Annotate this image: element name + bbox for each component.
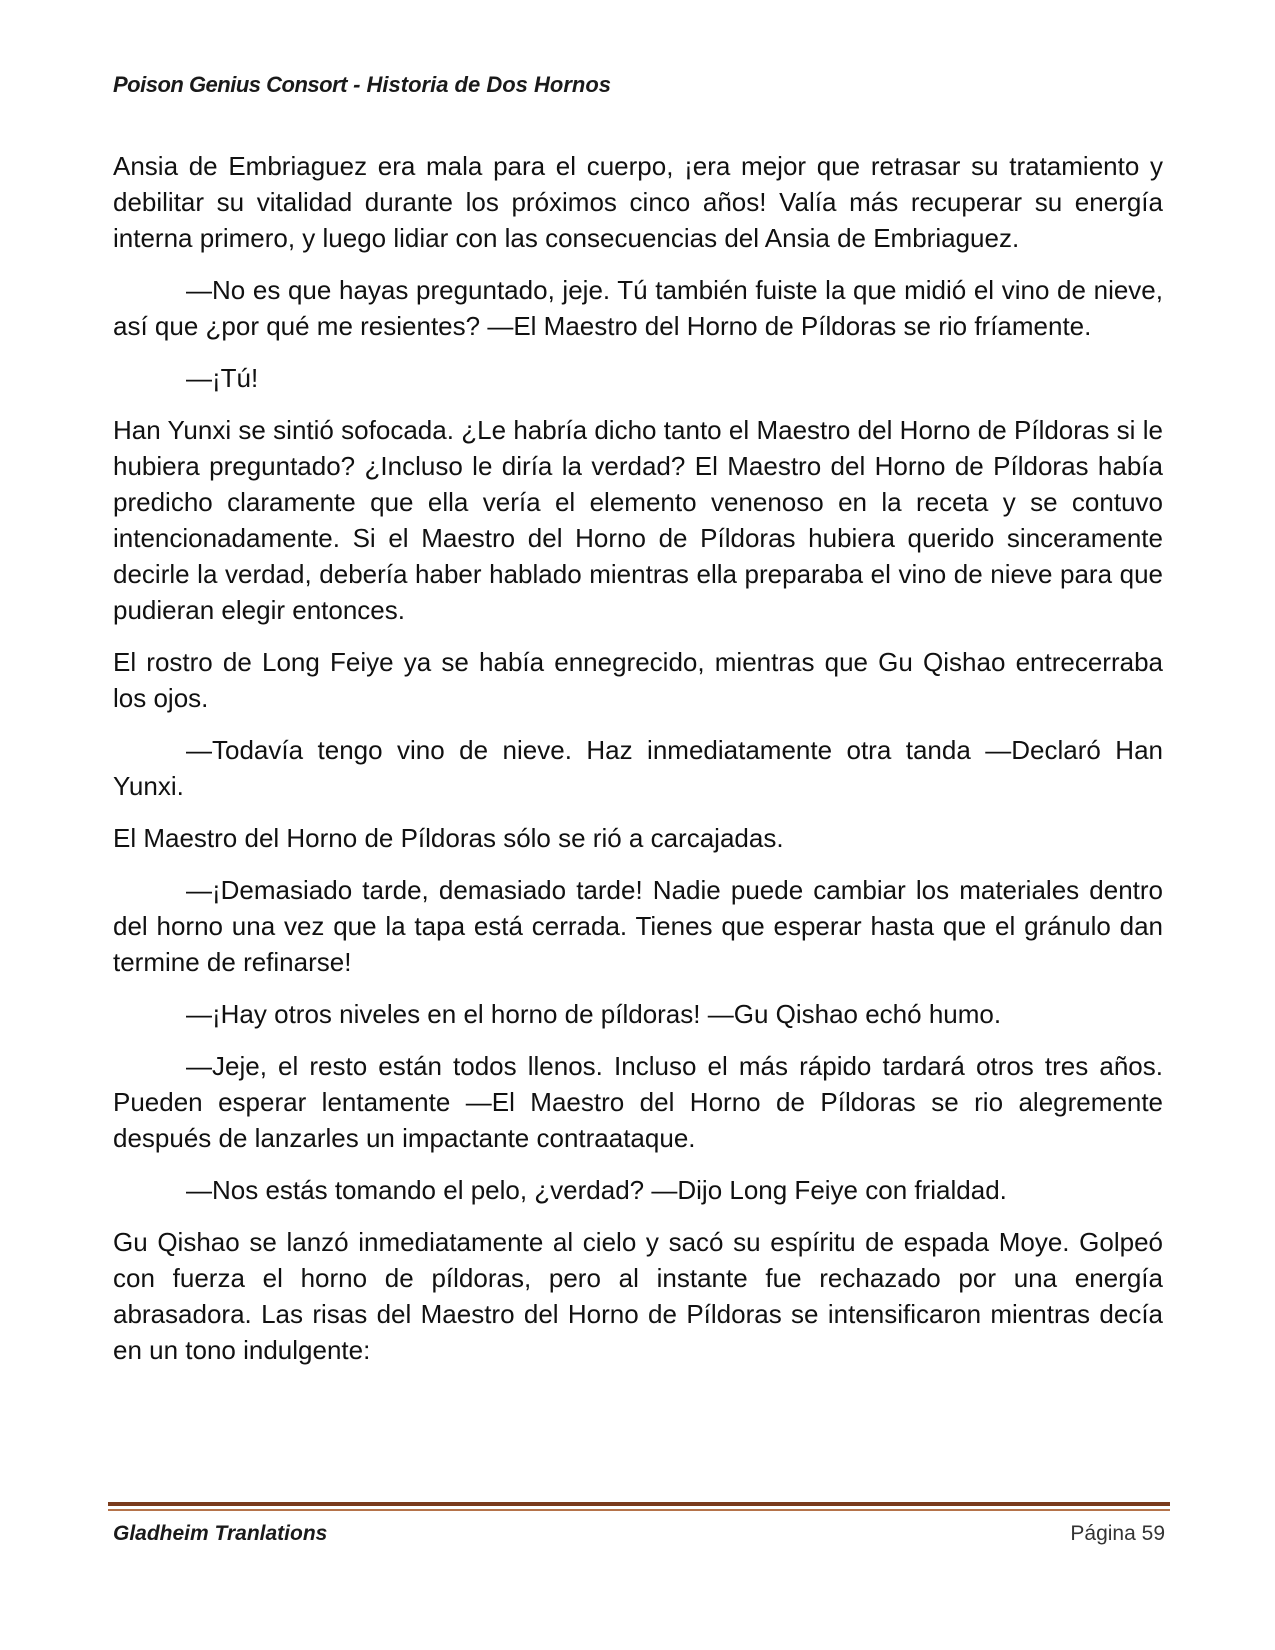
book-title: Poison Genius Consort [113,72,347,97]
page-indicator [1070,1522,1165,1546]
paragraph: —No es que hayas preguntado, jeje. Tú también fuiste la que midió el vino de nieve, así que ¿por qué me resientes? —El Maestro del Horno de Píldoras se rio fríamente. [113,275,1163,341]
paragraph: —¡Demasiado tarde, demasiado tarde! Nadie puede cambiar los materiales dentro del horno una vez que la tapa está cerrada. Tienes que esperar hasta que el gránulo dan termine de refinarse! [113,875,1163,977]
footer-divider-thick [108,1502,1170,1506]
paragraph: —Todavía tengo vino de nieve. Haz inmediatamente otra tanda —Declaró Han Yunxi. [113,735,1163,801]
paragraph: —Nos estás tomando el pelo, ¿verdad? —Dijo Long Feiye con frialdad. [186,1175,1007,1205]
footer-divider-thin [108,1509,1170,1511]
chapter-title: Historia de Dos Hornos [366,72,612,97]
paragraph: —¡Hay otros niveles en el horno de píldoras! —Gu Qishao echó humo. [186,999,1002,1029]
paragraph: El rostro de Long Feiye ya se había ennegrecido, mientras que Gu Qishao entrecerraba los ojos. [113,647,1163,713]
paragraph: Gu Qishao se lanzó inmediatamente al cielo y sacó su espíritu de espada Moye. Golpeó con fuerza el horno de píldoras, pero al instante fue rechazado por una energía abrasadora. Las risas del Maestro del Horno de Píldoras se intensificaron mientras decía en un tono indulgente: [113,1227,1163,1365]
publisher-name: Gladheim Tranlations [113,1522,328,1545]
page-header [113,72,611,98]
page-number: 59 [1141,1522,1165,1545]
paragraph: El Maestro del Horno de Píldoras sólo se rió a carcajadas. [113,823,784,853]
paragraph: —Jeje, el resto están todos llenos. Incluso el más rápido tardará otros tres años. Pueden esperar lentamente —El Maestro del Horno de Píldoras se rio alegremente después de lanzarles un impactante contraataque. [113,1051,1163,1153]
paragraph: Han Yunxi se sintió sofocada. ¿Le habría dicho tanto el Maestro del Horno de Píldoras si le hubiera preguntado? ¿Incluso le diría la verdad? El Maestro del Horno de Píldoras había predicho claramente que ella vería el elemento venenoso en la receta y se contuvo intencionadamente. Si el Maestro del Horno de Píldoras hubiera querido sinceramente decirle la verdad, debería haber hablado mientras ella preparaba el vino de nieve para que pudieran elegir entonces. [113,415,1163,625]
page-label: Página [1070,1522,1136,1545]
page-body [113,148,1163,1384]
paragraph: —¡Tú! [186,363,259,393]
header-separator: - [346,72,367,97]
paragraph: Ansia de Embriaguez era mala para el cuerpo, ¡era mejor que retrasar su tratamiento y debilitar su vitalidad durante los próximos cinco años! Valía más recuperar su energía interna primero, y luego lidiar con las consecuencias del Ansia de Embriaguez. [113,151,1163,253]
